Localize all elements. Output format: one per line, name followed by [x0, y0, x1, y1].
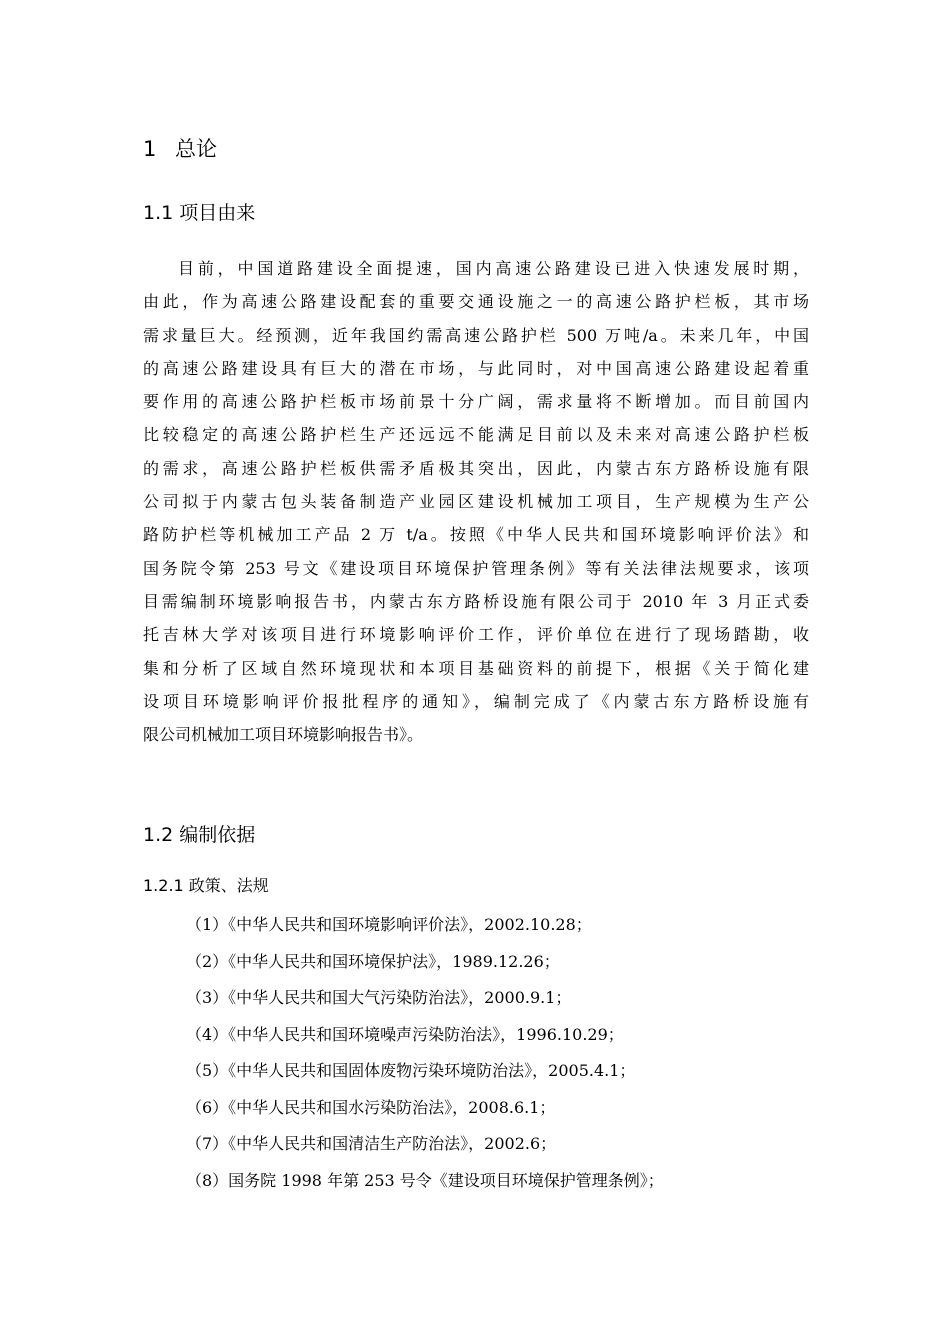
subsection-heading-1-2-1: 1.2.1 政策、法规	[143, 876, 269, 895]
section-heading-1-1: 1.1 项目由来	[143, 202, 256, 224]
list-item: （1）《中华人民共和国环境影响评价法》，2002.10.28；	[186, 915, 592, 934]
list-item: （2）《中华人民共和国环境保护法》，1989.12.26；	[186, 951, 560, 971]
paragraph-line: 比较稳定的高速公路护栏生产还远远不能满足目前以及未来对高速公路护栏板	[143, 425, 809, 445]
chapter-title: 总论	[175, 137, 217, 161]
list-item: （6）《中华人民共和国水污染防治法》，2008.6.1；	[186, 1097, 556, 1117]
project-origin-paragraph	[143, 252, 809, 751]
list-item: （7）《中华人民共和国清洁生产防治法》，2002.6；	[186, 1134, 557, 1153]
list-item: （8）国务院 1998 年第 253 号令《建设项目环境保护管理条例》；	[186, 1170, 664, 1190]
paragraph-line: 的需求，高速公路护栏板供需矛盾极其突出，因此，内蒙古东方路桥设施有限	[143, 458, 809, 478]
paragraph-line: 要作用的高速公路护栏板市场前景十分广阔，需求量将不断增加。而目前国内	[143, 392, 809, 412]
regulations-list	[186, 907, 664, 1199]
paragraph-line: 设项目环境影响评价报批程序的通知》，编制完成了《内蒙古东方路桥设施有	[143, 691, 809, 711]
paragraph-line: 限公司机械加工项目环境影响报告书》。	[143, 725, 424, 745]
list-item: （4）《中华人民共和国环境噪声污染防治法》，1996.10.29；	[186, 1024, 624, 1044]
paragraph-line: 目需编制环境影响报告书，内蒙古东方路桥设施有限公司于 2010 年 3 月正式委	[143, 591, 809, 611]
list-item: （3）《中华人民共和国大气污染防治法》，2000.9.1；	[186, 988, 572, 1007]
paragraph-line: 由此，作为高速公路建设配套的重要交通设施之一的高速公路护栏板，其市场	[143, 292, 809, 312]
list-item: （5）《中华人民共和国固体废物污染环境防治法》，2005.4.1；	[186, 1061, 636, 1080]
paragraph-line: 国务院令第 253 号文《建设项目环境保护管理条例》等有关法律法规要求，该项	[143, 558, 809, 578]
paragraph-line: 集和分析了区域自然环境现状和本项目基础资料的前提下，根据《关于简化建	[143, 658, 809, 678]
paragraph-line: 的高速公路建设具有巨大的潜在市场，与此同时，对中国高速公路建设起着重	[143, 358, 809, 378]
paragraph-line: 托吉林大学对该项目进行环境影响评价工作，评价单位在进行了现场踏勘，收	[143, 625, 809, 645]
chapter-heading	[143, 134, 217, 164]
chapter-number: 1	[143, 137, 157, 161]
paragraph-line: 需求量巨大。经预测，近年我国约需高速公路护栏 500 万吨/a。未来几年，中国	[143, 325, 809, 345]
paragraph-line: 路防护栏等机械加工产品 2 万 t/a。按照《中华人民共和国环境影响评价法》和	[143, 525, 809, 545]
section-heading-1-2: 1.2 编制依据	[143, 824, 256, 846]
paragraph-line: 公司拟于内蒙古包头装备制造产业园区建设机械加工项目，生产规模为生产公	[143, 492, 809, 512]
paragraph-line: 目前，中国道路建设全面提速，国内高速公路建设已进入快速发展时期，	[178, 259, 809, 278]
